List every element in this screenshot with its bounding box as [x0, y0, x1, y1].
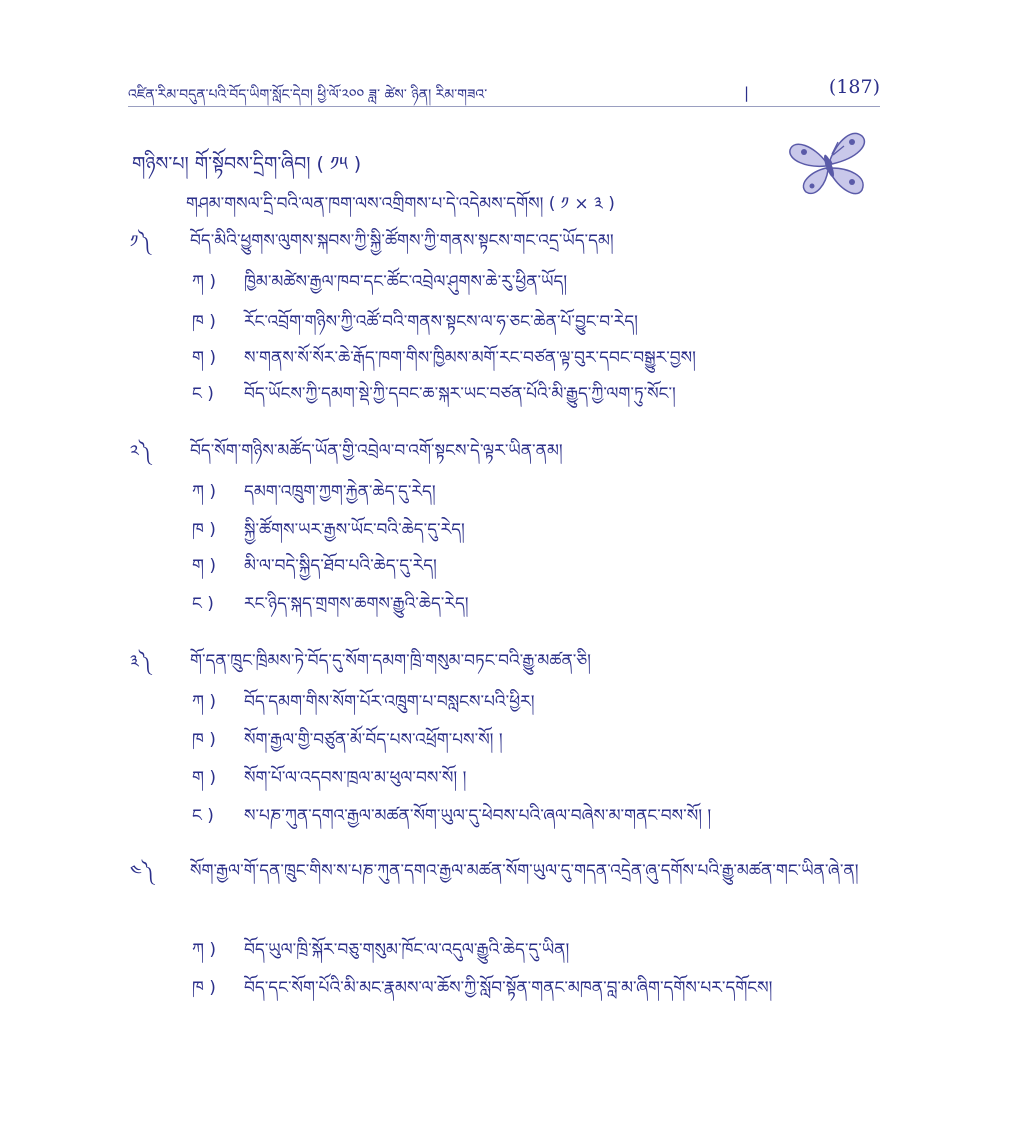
- q2-option-d[interactable]: [192, 584, 469, 632]
- option-letter: ཀ ): [192, 692, 217, 712]
- option-letter: ཁ ): [192, 312, 216, 332]
- question-number: ༡༽: [130, 232, 151, 252]
- question-text: སོག་རྒྱལ་གོ་དན་ཁྲུང་གིས་ས་པཎ་ཀུན་དགའ་རྒྱལ་མཚན་སོག་ཡུལ་དུ་གདན་འདྲེན་ཞུ་དགོས་པའི་རྒྱུ་མཚན་གང་ཡིན་ཞེ་ན།: [190, 861, 859, 881]
- question-number: ༤༽: [130, 862, 154, 882]
- question-text: གོ་དན་ཁྲུང་ཁྲིམས་ཏེ་བོད་དུ་སོག་དམག་ཁྲི་གསུམ་བཏང་བའི་རྒྱུ་མཚན་ཅི།: [190, 651, 591, 671]
- running-header: [128, 78, 880, 104]
- option-text: མི་ལ་བདེ་སྐྱིད་ཐོབ་པའི་ཆེད་དུ་རེད།: [244, 556, 437, 576]
- option-text: ས་གནས་སོ་སོར་ཆེ་རྒོད་ཁག་གིས་ཁྱིམས་མགོ་རང་བཙན་ལྟ་བུར་དབང་བསྒྱུར་བྱས།: [244, 348, 696, 368]
- header-rule: [128, 106, 880, 107]
- section-title: གཉིས་པ། གོ་སྟོབས་དྲིག་ཞིབ། ( ༡༥ ): [132, 153, 362, 175]
- option-text: བོད་ཡུལ་ཁྲི་སྐོར་བཅུ་གསུམ་ཁོང་ལ་འདུལ་རྒྱུའི་ཆེད་དུ་ཡིན།: [244, 940, 570, 960]
- option-letter: ཀ ): [192, 272, 217, 292]
- option-text: རོང་འབྲོག་གཉིས་ཀྱི་འཚོ་བའི་གནས་སྟངས་ལ་ཧ་ཅང་ཆེན་པོ་བྱུང་བ་རེད།: [244, 312, 638, 332]
- option-text: བོད་དང་སོག་པོའི་མི་མང་རྣམས་ལ་ཆོས་ཀྱི་སློབ་སྟོན་གནང་མཁན་བླ་མ་ཞིག་དགོས་པར་དགོངས།: [244, 978, 773, 998]
- option-text: ཁྱིམ་མཚེས་རྒྱལ་ཁབ་དང་ཚོང་འབྲེལ་ཤུགས་ཆེ་རུ་ཕྱིན་ཡོད།: [244, 272, 568, 292]
- option-text: སྐྱི་ཚོགས་ཡར་རྒྱས་ཡོང་བའི་ཆེད་དུ་རེད།: [244, 520, 465, 540]
- question-number: ༢༽: [130, 442, 151, 462]
- option-letter: ཁ ): [192, 520, 216, 540]
- option-letter: ག ): [192, 556, 217, 576]
- q3-option-d[interactable]: [192, 796, 711, 844]
- option-letter: ཀ ): [192, 940, 217, 960]
- option-letter: ཁ ): [192, 978, 216, 998]
- question-text: བོད་སོག་གཉིས་མཚོད་ཡོན་གྱི་འབྲེལ་བ་འགོ་སྟངས་དེ་ལྟར་ཡིན་ནམ།: [190, 441, 563, 461]
- q4-option-b[interactable]: [192, 968, 772, 1016]
- option-letter: ཀ ): [192, 482, 217, 502]
- header-separator: |: [744, 84, 750, 102]
- option-letter: ང ): [192, 384, 214, 404]
- option-letter: ཁ ): [192, 730, 216, 750]
- option-letter: ག ): [192, 348, 217, 368]
- option-letter: ང ): [192, 806, 214, 826]
- option-letter: ག ): [192, 768, 217, 788]
- section-instruction: གཤམ་གསལ་དྲི་བའི་ལན་ཁག་ལས་འགྲིགས་པ་དེ་འདེམས་དགོས། ( ༡ × ༣ ): [186, 194, 615, 214]
- option-text: ས་པཎ་ཀུན་དགའ་རྒྱལ་མཚན་སོག་ཡུལ་དུ་ཕེབས་པའི་ཞལ་བཞེས་མ་གནང་བས་སོ། །: [244, 806, 712, 826]
- option-text: སོག་པོ་ལ་འདབས་ཁྲལ་མ་ཕུལ་བས་སོ། །: [244, 768, 467, 788]
- option-text: བོད་ཡོངས་ཀྱི་དམག་སྡེ་ཀྱི་དབང་ཆ་སྐར་ཡང་བཙན་པོའི་མི་རྒྱུད་ཀྱི་ལག་ཏུ་སོང་།: [244, 384, 676, 404]
- page-number: (187): [828, 76, 880, 98]
- option-text: རང་ཉིད་སྐད་གྲགས་ཆགས་རྒྱུའི་ཆེད་རེད།: [244, 594, 469, 614]
- option-letter: ང ): [192, 594, 214, 614]
- option-text: དམག་འཁྲུག་ཀྱག་རྐྱེན་ཆེད་དུ་རེད།: [244, 482, 436, 502]
- question-text: བོད་མིའི་ཕྱུགས་ལུགས་སྐབས་ཀྱི་སྐྱི་ཚོགས་ཀྱི་གནས་སྟངས་གང་འདྲ་ཡོད་དམ།: [190, 231, 614, 251]
- option-text: སོག་རྒྱལ་གྱི་བཙུན་མོ་བོད་པས་འཕྲོག་པས་སོ། །: [244, 730, 503, 750]
- option-text: བོད་དམག་གིས་སོག་པོར་འཁྲུག་པ་བསླངས་པའི་ཕྱིར།: [244, 692, 535, 712]
- butterfly-icon: [786, 128, 872, 204]
- q1-option-d[interactable]: [192, 374, 676, 422]
- question-number: ༣༽: [130, 652, 151, 672]
- running-title: འཛིན་རིམ་བདུན་པའི་བོད་ཡིག་སློང་དེབ། ཕྱི་ལོ་༢༠༠ ཟླ་ ཚེས་ ཉིན། རིམ་གཟའ་: [128, 87, 488, 103]
